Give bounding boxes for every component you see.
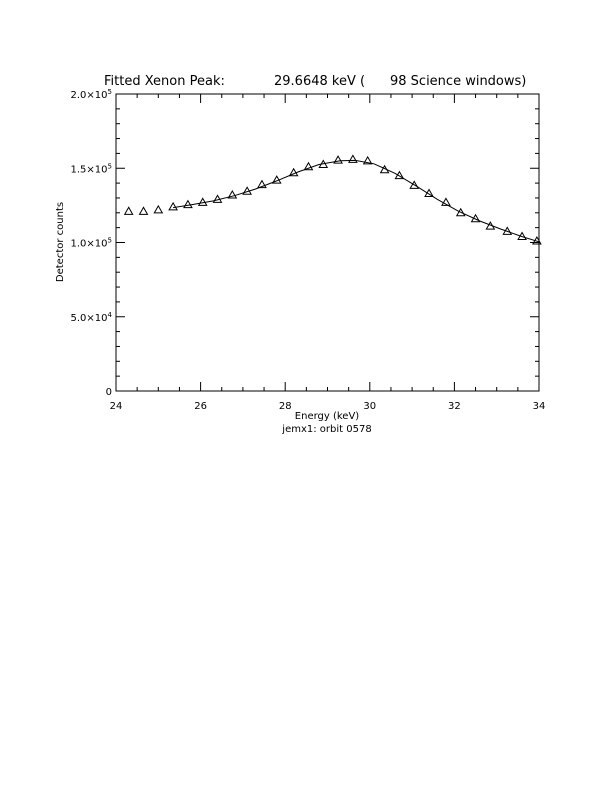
data-point — [169, 203, 177, 210]
plot-frame — [116, 94, 539, 391]
y-tick-label: $2.0\times 10^5$ — [70, 88, 112, 101]
x-tick-label: 34 — [532, 401, 546, 412]
y-tick-label: $1.0\times 10^5$ — [70, 236, 112, 250]
y-tick-label: $1.5\times 10^5$ — [70, 162, 112, 176]
chart-title-label: Fitted Xenon Peak: — [104, 74, 225, 89]
fit-curve-group — [173, 160, 539, 241]
y-tick-label: 0 — [105, 387, 112, 398]
x-tick-label: 24 — [109, 401, 123, 412]
chart-title-windows: 98 Science windows) — [390, 74, 527, 89]
tick-labels — [71, 88, 546, 412]
x-tick-label: 30 — [363, 401, 377, 412]
data-point — [381, 166, 389, 173]
fit-curve — [173, 160, 539, 241]
subtitle: jemx1: orbit 0578 — [282, 424, 372, 435]
data-point — [349, 155, 357, 162]
y-axis-label: Detector counts — [55, 201, 66, 283]
data-point — [139, 207, 147, 214]
x-axis-label: Energy (keV) — [294, 411, 360, 422]
x-tick-label: 28 — [278, 401, 292, 412]
y-tick-label: $5.0\times 10^4$ — [70, 310, 112, 324]
data-point — [184, 201, 192, 208]
x-tick-label: 32 — [448, 401, 461, 412]
x-tick-label: 26 — [194, 401, 207, 412]
data-point — [154, 206, 162, 213]
chart-title-energy: 29.6648 keV ( — [274, 74, 366, 89]
data-points-group — [125, 155, 541, 244]
axis-ticks — [116, 94, 539, 391]
data-point — [125, 207, 133, 214]
